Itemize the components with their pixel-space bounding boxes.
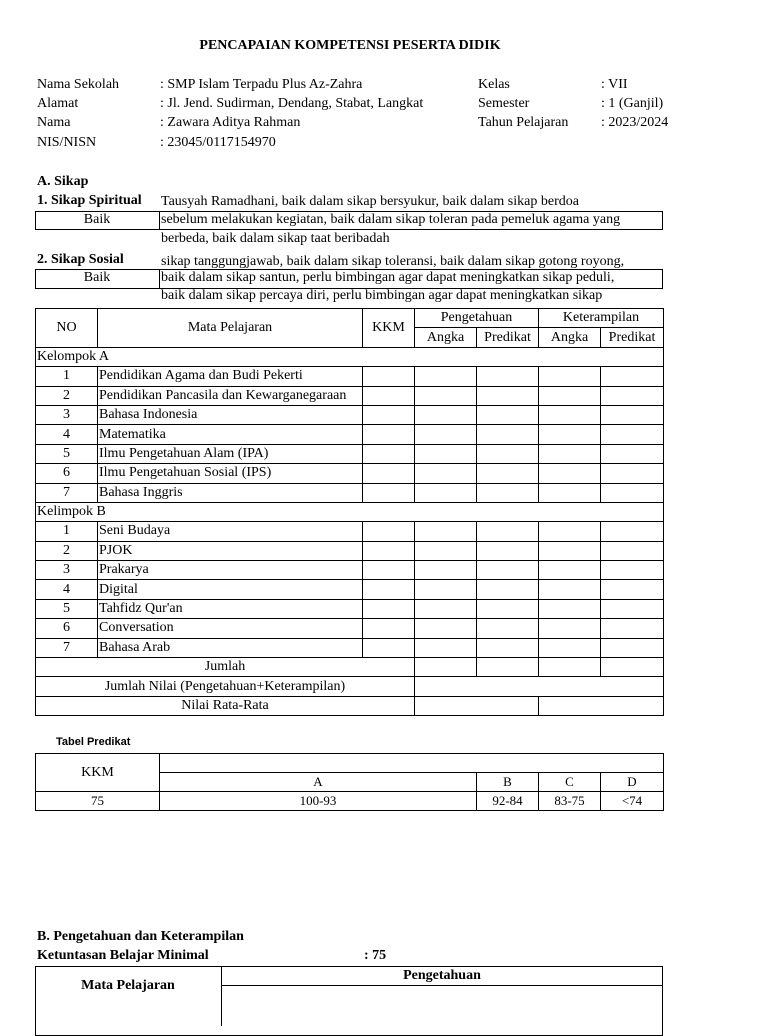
predikat-range-c: 83-75 [539,792,601,811]
row-subject: Bahasa Indonesia [98,405,363,424]
row-subject: Bahasa Inggris [98,483,363,502]
row-kkm [363,464,415,483]
sosial-desc-line-1: sikap tanggungjawab, baik dalam sikap toleransi, baik dalam sikap gotong royong, [161,254,625,269]
row-subject: Digital [98,580,363,599]
table-row [36,464,664,483]
row-k-predikat [601,386,664,405]
row-no: 5 [36,599,98,618]
row-k-predikat [601,483,664,502]
header-k-predikat: Predikat [601,328,664,347]
value-semester: : 1 (Ganjil) [601,96,664,111]
jumlah-label: Jumlah [36,658,415,677]
row-p-predikat [477,386,539,405]
row-no: 2 [36,386,98,405]
table-row [36,483,664,502]
value-class: : VII [601,77,628,92]
row-k-predikat [601,444,664,463]
row-p-predikat [477,619,539,638]
page-title: PENCAPAIAN KOMPETENSI PESERTA DIDIK [199,38,501,53]
sosial-desc-line-3: baik dalam sikap percaya diri, perlu bimbingan agar dapat meningkatkan sikap [161,288,603,303]
row-k-angka [539,619,601,638]
predikat-caption: Tabel Predikat [56,736,131,748]
row-p-predikat [477,580,539,599]
row-subject: Prakarya [98,561,363,580]
spiritual-grade: Baik [83,212,111,227]
value-nis: : 23045/0117154970 [160,135,276,150]
row-p-angka [415,522,477,541]
sosial-grade: Baik [83,270,111,285]
table-row [36,541,664,560]
row-p-predikat [477,541,539,560]
predikat-grade-c: C [539,773,601,792]
row-kkm [363,367,415,386]
predikat-range-a: 100-93 [160,792,477,811]
label-name: Nama [37,115,71,130]
row-subject: Bahasa Arab [98,638,363,657]
rata-rata-keterampilan [539,696,664,715]
sosial-divider [159,269,160,289]
row-p-angka [415,464,477,483]
row-kkm [363,522,415,541]
header-subject: Mata Pelajaran [98,309,363,348]
table-row [36,619,664,638]
table-row [36,599,664,618]
group-a-label: Kelompok A [36,347,664,366]
row-k-angka [539,580,601,599]
row-p-predikat [477,367,539,386]
predikat-blank-cell [160,754,664,773]
table-row [36,425,664,444]
header-no: NO [36,309,98,348]
header-row-1 [36,309,664,328]
row-p-angka [415,638,477,657]
jumlah-row [36,658,664,677]
grades-table [35,308,664,716]
row-k-angka [539,386,601,405]
row-k-predikat [601,522,664,541]
row-p-angka [415,444,477,463]
row-k-angka [539,599,601,618]
label-nis: NIS/NISN [37,135,97,150]
spiritual-desc-line-1: Tausyah Ramadhani, baik dalam sikap bersyukur, baik dalam sikap berdoa [161,194,579,209]
row-k-angka [539,444,601,463]
predikat-grade-a: A [160,773,477,792]
jumlah-p-predikat [477,658,539,677]
row-k-angka [539,425,601,444]
jumlah-nilai-value [415,677,664,696]
row-no: 5 [36,444,98,463]
row-k-predikat [601,619,664,638]
row-p-angka [415,561,477,580]
jumlah-p-angka [415,658,477,677]
predikat-grade-d: D [601,773,664,792]
value-address: : Jl. Jend. Sudirman, Dendang, Stabat, Langkat [160,96,424,111]
row-subject: PJOK [98,541,363,560]
row-k-angka [539,464,601,483]
label-address: Alamat [37,96,79,111]
predikat-kkm-label: KKM [36,754,160,792]
row-no: 7 [36,638,98,657]
kbm-value: : 75 [364,948,387,963]
row-p-predikat [477,483,539,502]
row-k-angka [539,483,601,502]
row-no: 1 [36,522,98,541]
row-no: 3 [36,561,98,580]
group-b-row [36,502,664,521]
row-kkm [363,580,415,599]
row-no: 2 [36,541,98,560]
table-row [36,405,664,424]
row-k-angka [539,522,601,541]
row-p-angka [415,425,477,444]
row-p-angka [415,367,477,386]
table-row [36,444,664,463]
rata-rata-label: Nilai Rata-Rata [36,696,415,715]
row-subject: Pendidikan Pancasila dan Kewarganegaraan [98,386,363,405]
jumlah-k-predikat [601,658,664,677]
predikat-range-b: 92-84 [477,792,539,811]
header-p-predikat: Predikat [477,328,539,347]
label-semester: Semester [478,96,530,111]
row-kkm [363,541,415,560]
section-b-heading: B. Pengetahuan dan Keterampilan [37,929,244,944]
row-no: 4 [36,425,98,444]
row-k-predikat [601,367,664,386]
row-no: 6 [36,619,98,638]
label-year: Tahun Pelajaran [478,115,569,130]
row-no: 4 [36,580,98,599]
row-p-predikat [477,561,539,580]
row-kkm [363,638,415,657]
table-row [36,386,664,405]
predikat-header-row [36,754,664,773]
table-row [36,561,664,580]
spiritual-divider [159,211,160,230]
row-no: 7 [36,483,98,502]
row-k-predikat [601,541,664,560]
row-kkm [363,386,415,405]
row-subject: Conversation [98,619,363,638]
row-k-predikat [601,638,664,657]
jumlah-nilai-label: Jumlah Nilai (Pengetahuan+Keterampilan) [36,677,415,696]
kbm-label: Ketuntasan Belajar Minimal [37,948,209,963]
predikat-kkm-value: 75 [36,792,160,811]
value-school: : SMP Islam Terpadu Plus Az-Zahra [160,77,363,92]
row-subject: Ilmu Pengetahuan Alam (IPA) [98,444,363,463]
row-k-angka [539,541,601,560]
label-class: Kelas [478,77,510,92]
predikat-values-row [36,792,664,811]
row-kkm [363,405,415,424]
header-k-angka: Angka [539,328,601,347]
row-no: 1 [36,367,98,386]
row-p-predikat [477,464,539,483]
row-subject: Matematika [98,425,363,444]
row-p-angka [415,541,477,560]
row-p-predikat [477,425,539,444]
jumlah-k-angka [539,658,601,677]
rata-rata-pengetahuan [415,696,539,715]
section-b-subheader-line [221,985,663,986]
sosial-desc-line-2: baik dalam sikap santun, perlu bimbingan agar dapat meningkatkan sikap peduli, [161,270,615,285]
group-a-row [36,347,664,366]
predikat-table [35,753,664,811]
label-school: Nama Sekolah [37,77,120,92]
header-keterampilan: Keterampilan [539,309,664,328]
row-subject: Pendidikan Agama dan Budi Pekerti [98,367,363,386]
group-b-label: Kelimpok B [36,502,664,521]
row-kkm [363,619,415,638]
row-p-angka [415,483,477,502]
row-p-angka [415,599,477,618]
row-subject: Ilmu Pengetahuan Sosial (IPS) [98,464,363,483]
table-row [36,580,664,599]
value-year: : 2023/2024 [601,115,669,130]
row-kkm [363,444,415,463]
table-row [36,522,664,541]
row-k-predikat [601,464,664,483]
row-p-angka [415,580,477,599]
row-p-predikat [477,522,539,541]
row-k-predikat [601,599,664,618]
header-kkm: KKM [363,309,415,348]
rata-rata-row [36,696,664,715]
row-no: 3 [36,405,98,424]
row-k-angka [539,367,601,386]
row-subject: Seni Budaya [98,522,363,541]
row-kkm [363,425,415,444]
table-row [36,638,664,657]
row-p-predikat [477,405,539,424]
header-pengetahuan: Pengetahuan [415,309,539,328]
section-b-col-pengetahuan: Pengetahuan [403,968,481,983]
row-p-angka [415,405,477,424]
row-p-angka [415,619,477,638]
spiritual-label: 1. Sikap Spiritual [37,193,142,208]
row-k-angka [539,561,601,580]
predikat-range-d: <74 [601,792,664,811]
row-k-angka [539,405,601,424]
sosial-label: 2. Sikap Sosial [37,252,124,267]
row-k-predikat [601,580,664,599]
table-row [36,367,664,386]
row-p-predikat [477,444,539,463]
row-kkm [363,483,415,502]
section-a-heading: A. Sikap [37,174,89,189]
row-p-angka [415,386,477,405]
predikat-grade-b: B [477,773,539,792]
jumlah-nilai-row [36,677,664,696]
row-subject: Tahfidz Qur'an [98,599,363,618]
row-k-predikat [601,561,664,580]
row-k-angka [539,638,601,657]
row-kkm [363,599,415,618]
row-no: 6 [36,464,98,483]
row-p-predikat [477,599,539,618]
value-name: : Zawara Aditya Rahman [160,115,301,130]
header-p-angka: Angka [415,328,477,347]
spiritual-desc-line-2: sebelum melakukan kegiatan, baik dalam sikap toleran pada pemeluk agama yang [161,212,621,227]
row-k-predikat [601,405,664,424]
spiritual-desc-line-3: berbeda, baik dalam sikap taat beribadah [161,231,390,246]
section-b-col-subject: Mata Pelajaran [81,978,175,993]
row-k-predikat [601,425,664,444]
row-kkm [363,561,415,580]
row-p-predikat [477,638,539,657]
